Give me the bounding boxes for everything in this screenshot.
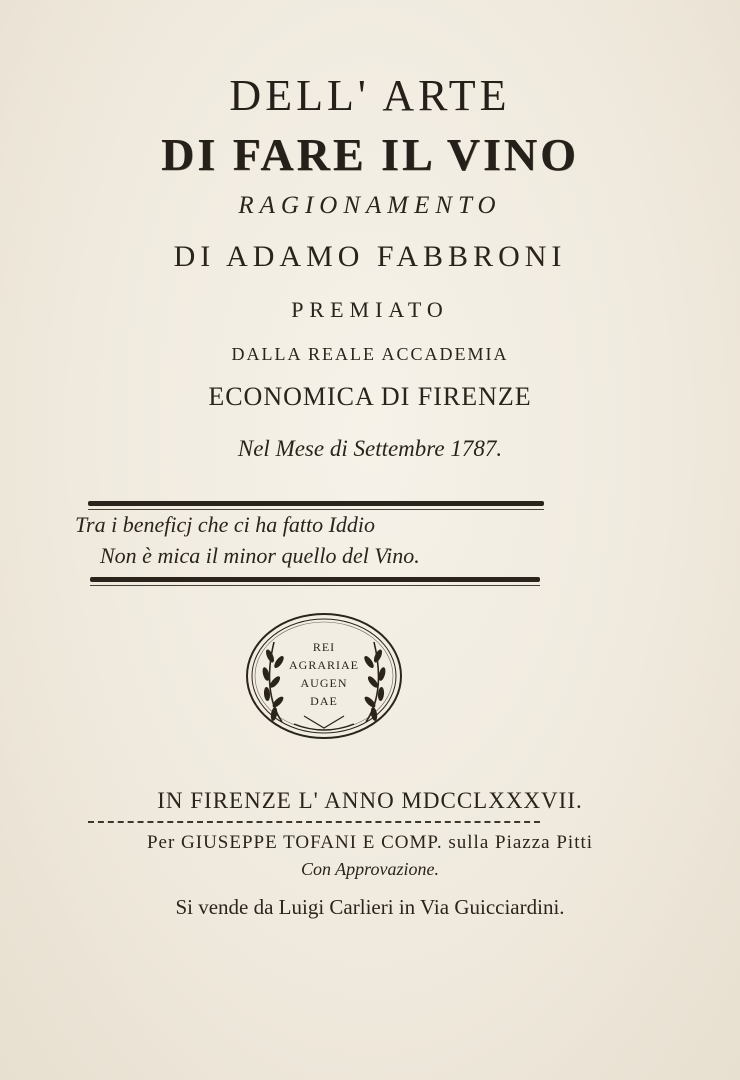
- seal-text-4: DAE: [310, 694, 338, 708]
- dashed-rule: [88, 821, 540, 823]
- printer-line: Per GIUSEPPE TOFANI E COMP. sulla Piazza Pitti: [146, 832, 594, 853]
- seal-text-2: AGRARIAE: [289, 658, 359, 672]
- title-line-2: DI FARE IL VINO: [161, 129, 579, 180]
- date-line: Nel Mese di Settembre 1787.: [237, 436, 503, 461]
- seal-text-1: REI: [312, 640, 336, 654]
- motto-line-2: Non è mica il minor quello del Vino.: [100, 543, 420, 568]
- academy-line-1: DALLA REALE ACCADEMIA: [231, 344, 509, 364]
- author: DI ADAMO FABBRONI: [173, 240, 567, 273]
- seller-line: Si vende da Luigi Carlieri in Via Guicciardini.: [175, 895, 565, 919]
- motto-line-1: Tra i beneficj che ci ha fatto Iddio: [75, 512, 376, 537]
- imprint-line: IN FIRENZE L' ANNO MDCCLXXXVII.: [157, 788, 583, 813]
- approval-line: Con Approvazione.: [301, 859, 439, 879]
- subtitle: RAGIONAMENTO: [238, 192, 502, 219]
- rule-bottom: [90, 577, 540, 582]
- academy-line-2: ECONOMICA DI FIRENZE: [208, 382, 532, 411]
- award-line: PREMIATO: [291, 297, 449, 322]
- title-line-1: DELL' ARTE: [229, 71, 511, 120]
- rule-top: [88, 501, 544, 506]
- academy-seal: [244, 612, 404, 740]
- seal-text-3: AUGEN: [300, 676, 348, 690]
